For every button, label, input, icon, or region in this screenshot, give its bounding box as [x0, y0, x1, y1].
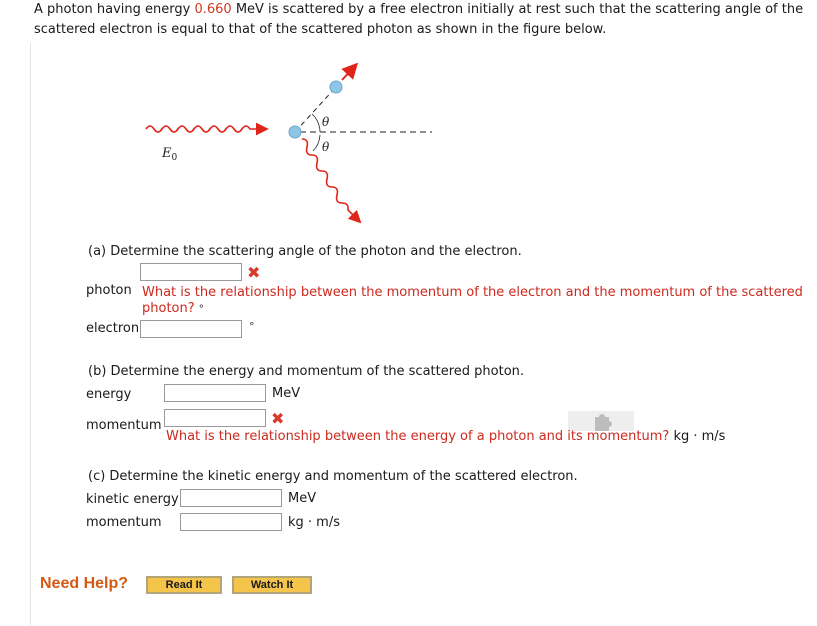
part-c-question: (c) Determine the kinetic energy and momentum of the scattered electron.	[88, 469, 578, 484]
kinetic-energy-label: kinetic energy	[86, 492, 179, 507]
angle-arc-bottom	[313, 135, 320, 151]
left-rule	[30, 43, 31, 626]
photon-label: photon	[86, 283, 132, 298]
photon-energy-value: 0.660	[194, 2, 232, 17]
problem-statement	[34, 0, 810, 40]
photon-angle-input[interactable]	[140, 263, 242, 281]
photon-energy-input[interactable]	[164, 384, 266, 402]
momentum-unit-c: kg · m/s	[288, 515, 340, 530]
energy-unit: MeV	[272, 386, 301, 401]
electron-angle-input[interactable]	[140, 320, 242, 338]
momentum-unit-b: kg · m/s	[673, 429, 726, 444]
electron-arrow	[342, 67, 354, 80]
need-help-label: Need Help?	[40, 575, 129, 592]
e0-label: $E_0$	[162, 146, 178, 163]
photon-hint-text: What is the relationship between the momentum of the electron and the momentum of the scattered photon?	[142, 285, 803, 316]
read-it-button[interactable]: Read It	[146, 576, 222, 594]
compton-figure	[140, 55, 440, 230]
photon-incorrect-icon: ✖	[247, 263, 261, 282]
electron-degree-unit: °	[249, 320, 255, 333]
photon-hint	[142, 285, 812, 318]
kinetic-energy-input[interactable]	[180, 489, 282, 507]
incident-photon-wave	[146, 126, 264, 132]
momentum-incorrect-icon: ✖	[271, 409, 285, 428]
momentum-label-c: momentum	[86, 515, 162, 530]
part-b-question: (b) Determine the energy and momentum of the scattered photon.	[88, 364, 525, 379]
part-a-question: (a) Determine the scattering angle of the photon and the electron.	[88, 244, 522, 259]
electron-label: electron	[86, 321, 140, 336]
energy-label: energy	[86, 387, 132, 402]
watch-it-button[interactable]: Watch It	[232, 576, 312, 594]
kinetic-energy-unit: MeV	[288, 491, 317, 506]
momentum-hint	[166, 429, 725, 445]
electron-momentum-input[interactable]	[180, 513, 282, 531]
theta-bottom-label: θ	[322, 140, 330, 154]
momentum-label-b: momentum	[86, 418, 162, 433]
initial-electron	[289, 126, 301, 138]
photon-momentum-input[interactable]	[164, 409, 266, 427]
puzzle-icon	[568, 411, 634, 431]
scattered-photon-wave	[302, 139, 358, 220]
scattered-electron	[330, 81, 342, 93]
intro-after: MeV is scattered by a free electron initially at rest such that the scattering angle of the scattered electron is equal to that of the scattered photon as shown in the figure below.	[34, 2, 804, 37]
photon-degree-unit: °	[198, 304, 204, 315]
angle-arc-top	[312, 114, 320, 132]
electron-path-dashed	[295, 87, 336, 132]
momentum-hint-text: What is the relationship between the energy of a photon and its momentum?	[166, 429, 670, 444]
theta-top-label: θ	[322, 115, 330, 129]
intro-before: A photon having energy	[34, 2, 195, 17]
